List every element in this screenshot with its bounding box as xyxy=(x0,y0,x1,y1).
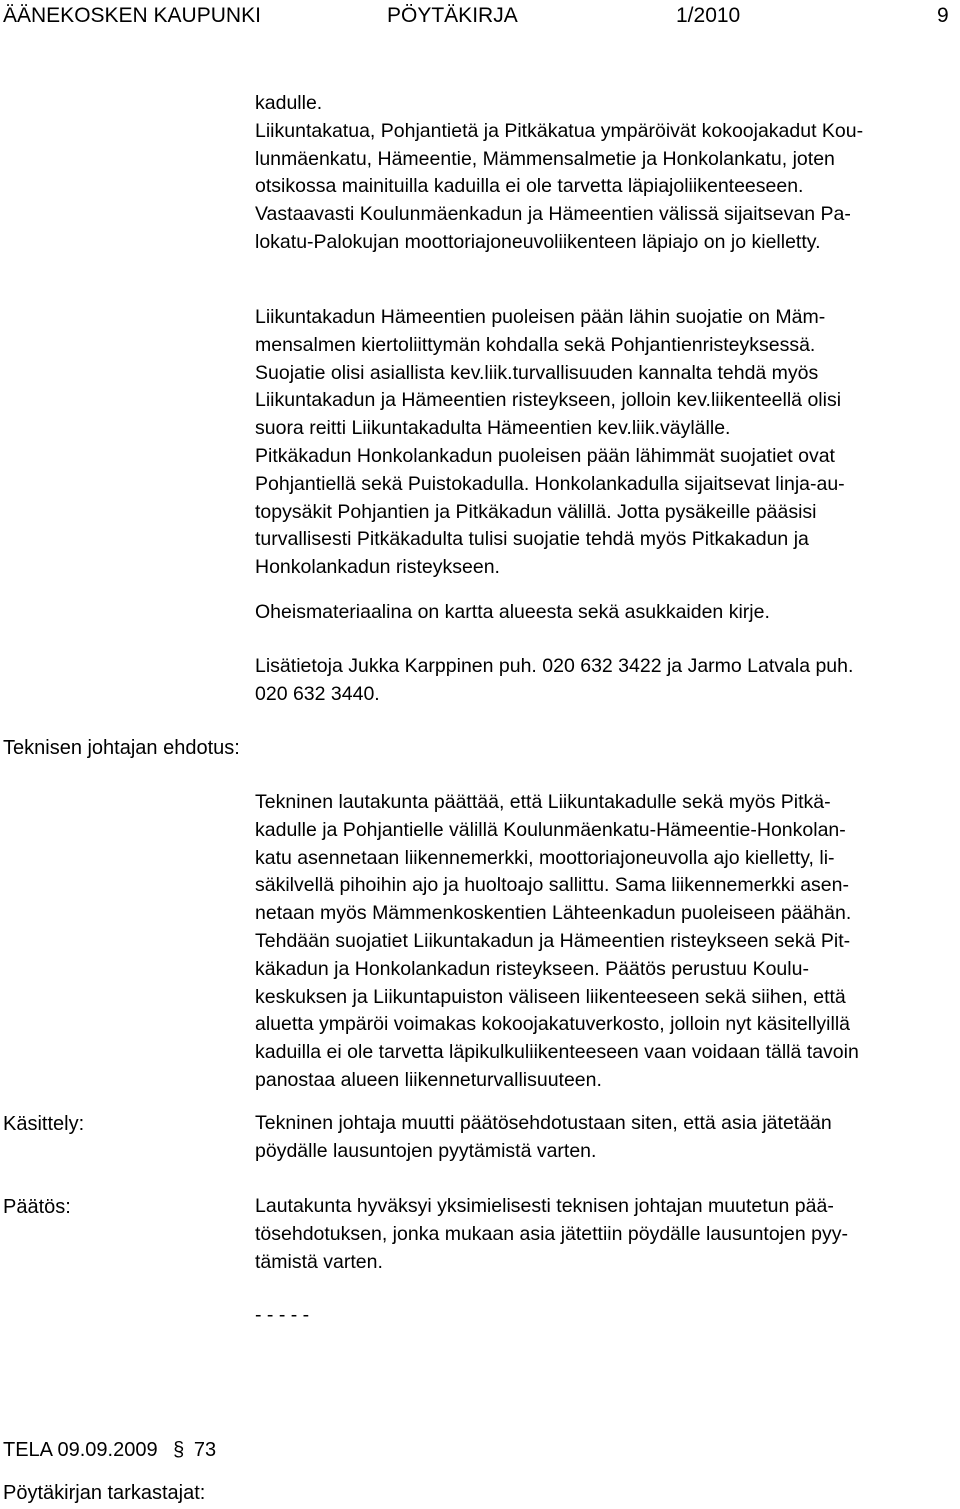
decision-paragraph xyxy=(255,1193,955,1276)
attachment-paragraph xyxy=(255,599,955,627)
contact-paragraph xyxy=(255,653,955,709)
proposal-label: Teknisen johtajan ehdotus: xyxy=(3,737,240,759)
page-number: 9 xyxy=(937,4,949,27)
document-type: PÖYTÄKIRJA xyxy=(387,4,518,27)
reviewers-label: Pöytäkirjan tarkastajat: xyxy=(3,1482,206,1504)
section-separator: - - - - - xyxy=(255,1304,310,1326)
section-symbol: § xyxy=(173,1439,185,1461)
issue-number: 1/2010 xyxy=(676,4,741,27)
contact-text: Lisätietoja Jukka Karppinen puh. 020 632 3422 ja Jarmo Latvala puh. 020 632 3440. xyxy=(255,655,854,705)
decision-label: Päätös: xyxy=(3,1196,71,1218)
page-header xyxy=(0,0,960,36)
decision-text: Lautakunta hyväksyi yksimielisesti teknisen johtajan muutetun pää- tösehdotuksen, jonka mukaan asia jätettiin pöydälle lausuntojen pyy- tämistä varten. xyxy=(255,1195,848,1273)
organization-name: ÄÄNEKOSKEN KAUPUNKI xyxy=(3,4,261,27)
proposal-paragraph xyxy=(255,789,955,1095)
crossings-text: Liikuntakadun Hämeentien puoleisen pään lähin suojatie on Mäm- mensalmen kiertoliittymän kohdalla sekä Pohjantienristeyksessä. Suojatie olisi asiallista kev.liik.turvallisuuden kannalta tehdä myös Liikuntakadun ja Hämeentien risteykseen, jolloin kev.liikenteellä olisi suora reitti Liikuntakadulta Hämeentien kev.liik.väylälle. Pitkäkadun Honkolankadun puoleisen pään lähimmät suojatiet ovat Pohjantiellä sekä Puistokadulla. Honkolankadulla sijaitsevat linja-au- topysäkit Pohjantien ja Pitkäkadun välillä. Jotta pysäkeille pääsisi turvallisesti Pitkäkadulta tulisi suojatie tehdä myös Pitkakadun ja Honkolankadun risteykseen. xyxy=(255,306,845,579)
attachment-text: Oheismateriaalina on kartta alueesta sekä asukkaiden kirje. xyxy=(255,601,770,623)
intro-text: kadulle. Liikuntakatua, Pohjantietä ja Pitkäkatua ympäröivät kokoojakadut Kou- lunmäenkatu, Hämeentie, Mämmensalmetie ja Honkolankatu, joten otsikossa mainituilla kaduilla ei ole tarvetta läpiajoliikenteeseen. Vastaavasti Koulunmäenkadun ja Hämeentien välissä sijaitsevan Pa- lokatu-Palokujan moottoriajoneuvoliikenteen läpiajo on jo kielletty. xyxy=(255,92,864,253)
meeting-ref-text: TELA 09.09.2009 xyxy=(3,1439,158,1461)
handling-label: Käsittely: xyxy=(3,1113,85,1135)
intro-paragraph xyxy=(255,90,955,257)
handling-text: Tekninen johtaja muutti päätösehdotustaan siten, että asia jätetään pöydälle lausuntojen pyytämistä varten. xyxy=(255,1112,832,1162)
section-number: 73 xyxy=(193,1439,217,1461)
handling-paragraph xyxy=(255,1110,955,1166)
proposal-text: Tekninen lautakunta päättää, että Liikuntakadulle sekä myös Pitkä- kadulle ja Pohjantielle välillä Koulunmäenkatu-Hämeentie-Honkolan- katu asennetaan liikennemerkki, moottoriajoneuvolla ajo kielletty, li- säkilvellä pihoihin ajo ja huoltoajo sallittu. Sama liikennemerkki asen- netaan myös Mämmenkoskentien Lähteenkadun puoleiseen päähän. Tehdään suojatiet Liikuntakadun ja Hämeentien risteykseen sekä Pit- käkadun ja Honkolankadun risteykseen. Päätös perustuu Koulu- keskuksen ja Liikuntapuiston väliseen liikenteeseen sekä siihen, että aluetta ympäröi voimakas kokoojakatuverkosto, jolloin nyt käsitellyillä kaduilla ei ole tarvetta läpikulkuliikenteeseen vaan voidaan tällä tavoin panostaa alueen liikenneturvallisuuteen. xyxy=(255,791,859,1091)
meeting-reference xyxy=(3,1436,216,1464)
crossings-paragraph xyxy=(255,304,955,582)
